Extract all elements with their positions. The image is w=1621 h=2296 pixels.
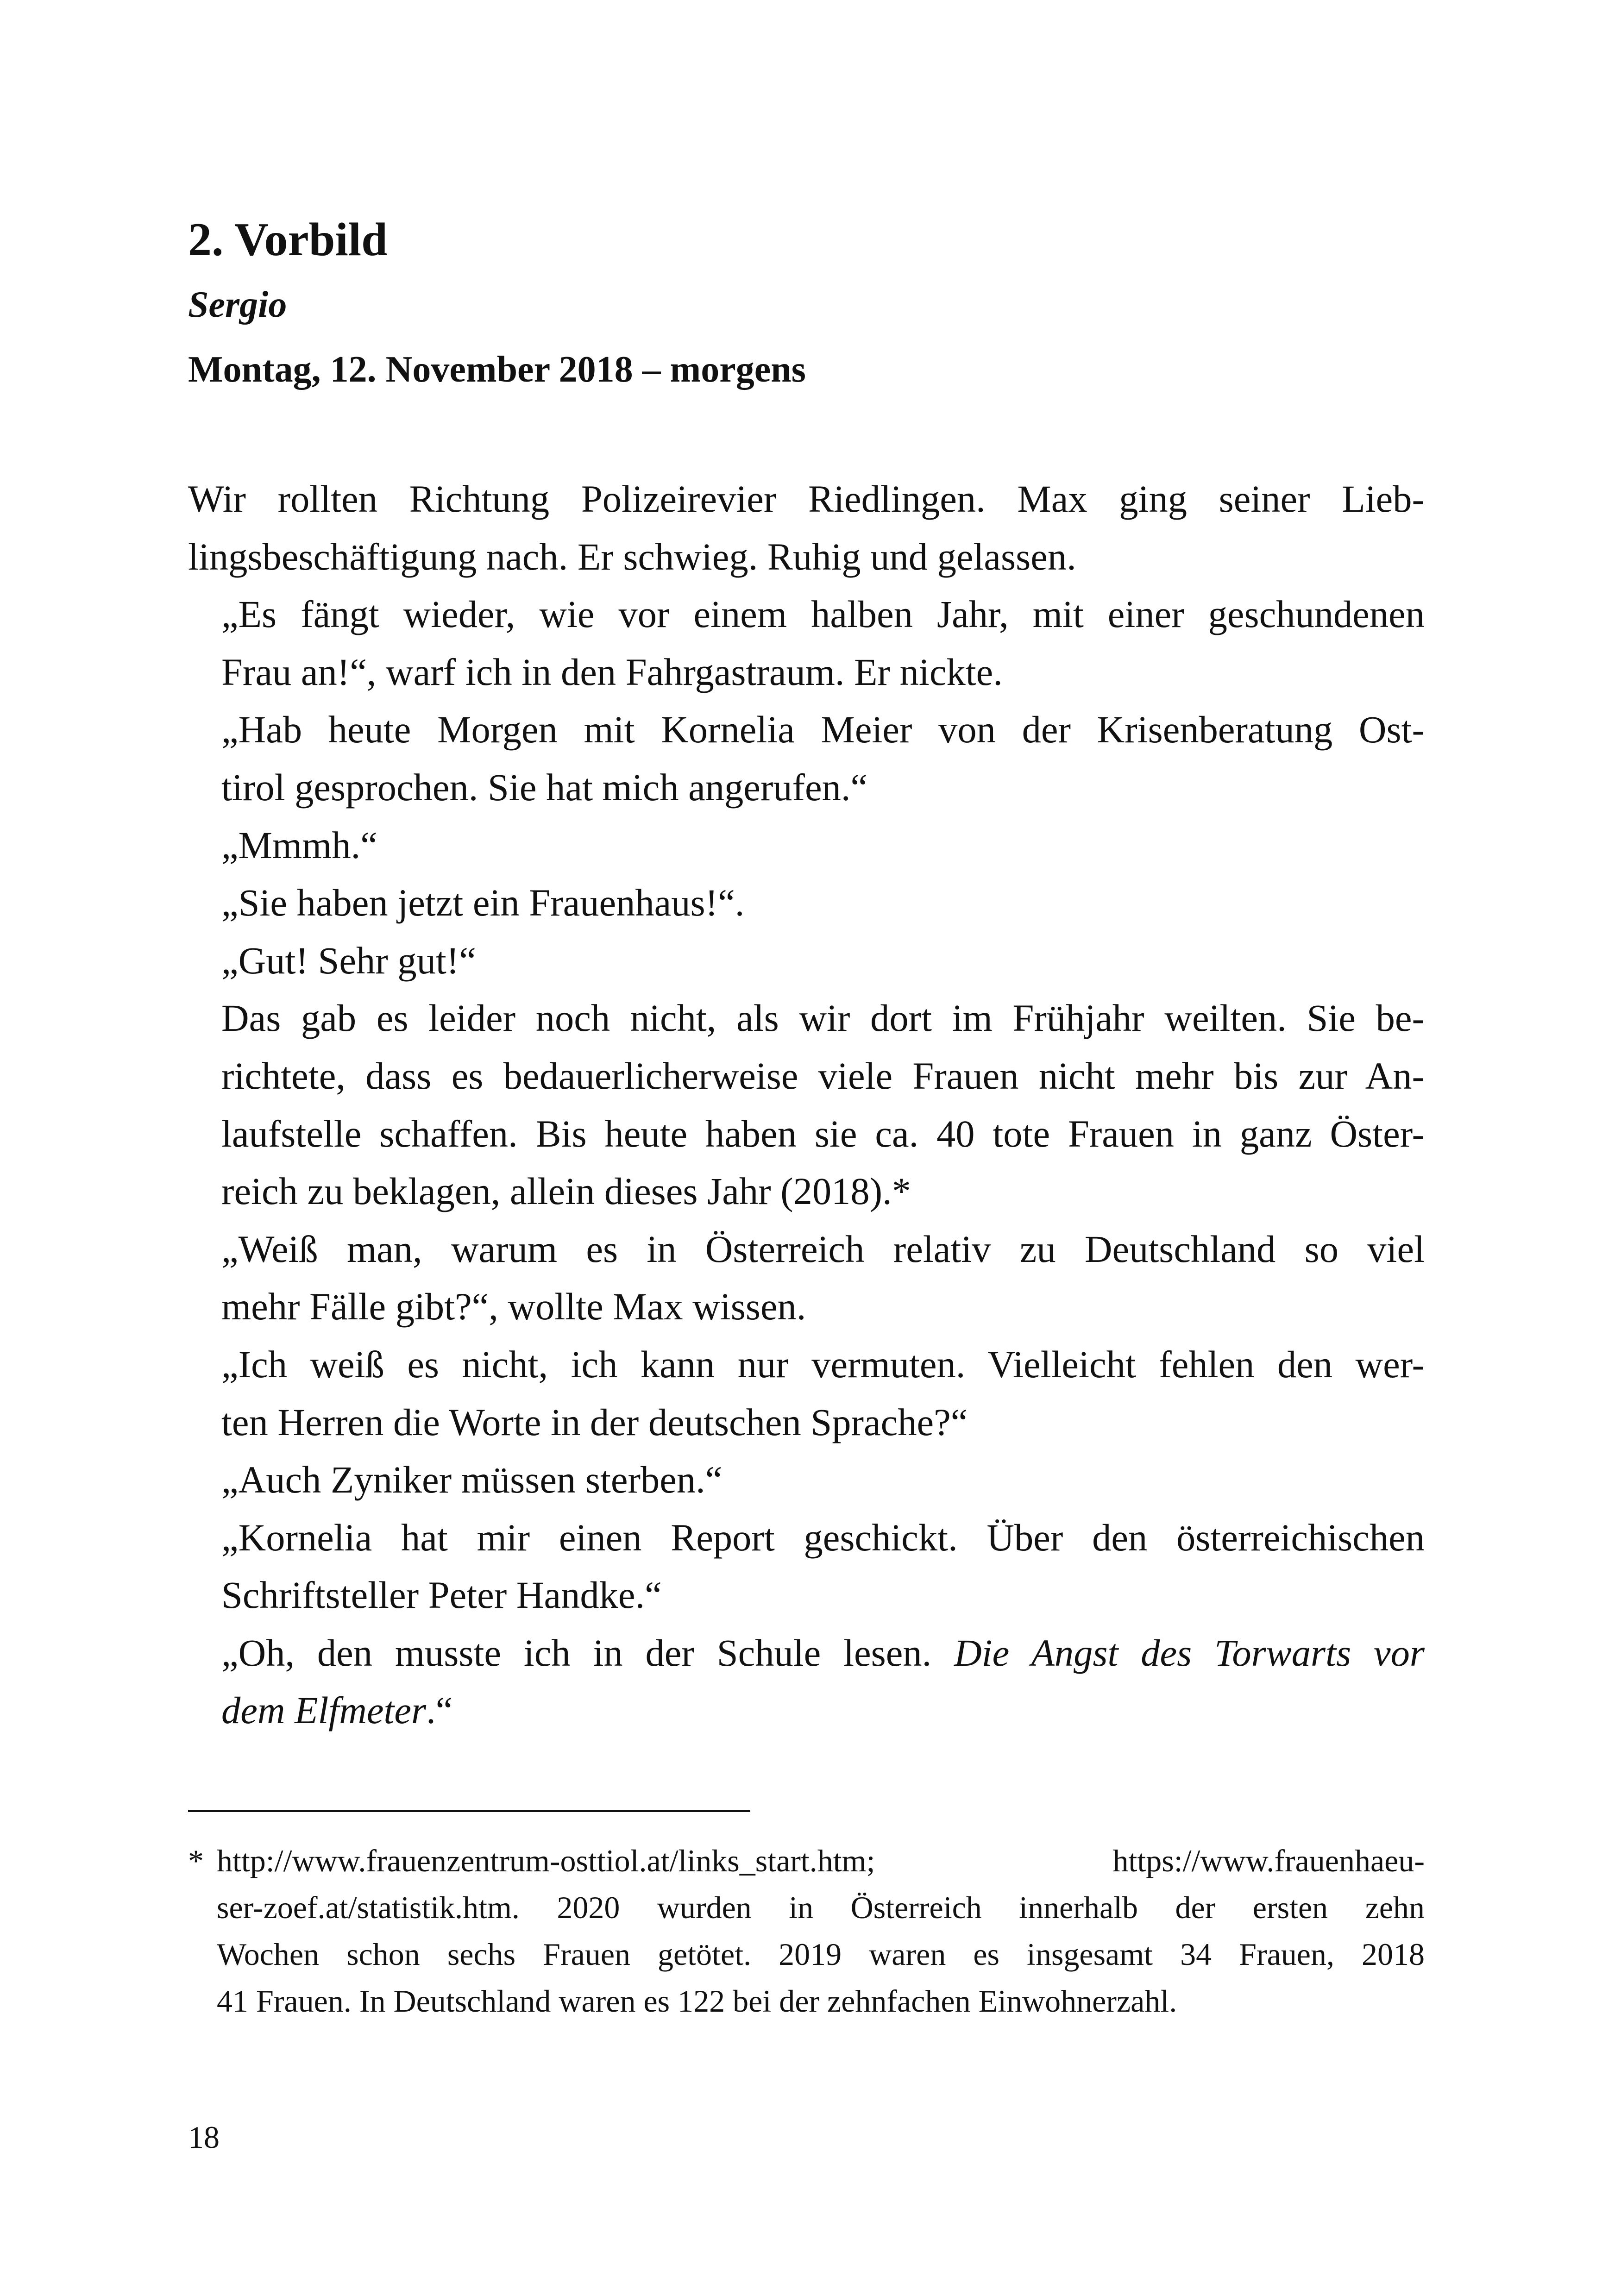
chapter-title: 2. Vorbild [188, 213, 388, 266]
text-line: „Gut! Sehr gut!“ [221, 939, 476, 982]
paragraph [188, 874, 1425, 932]
text-line: Frau an!“, warf ich in den Fahrgastraum. Er nickte. [221, 650, 1003, 693]
text-line: „Es fängt wieder, wie vor einem halben Jahr, mit einer geschundenen [221, 593, 1425, 636]
footnote-line: http://www.frauenzentrum-osttiol.at/links_start.htm; https://www.frauenhaeu- [217, 1843, 1425, 1878]
text-line: „Mmmh.“ [221, 823, 377, 866]
body-text [188, 470, 1425, 1739]
footnote [188, 1838, 1425, 2025]
paragraph [188, 1509, 1425, 1624]
footnote-line: Wochen schon sechs Frauen getötet. 2019 waren es insgesamt 34 Frauen, 2018 [217, 1937, 1425, 1972]
footnote-marker: * [188, 1843, 204, 1878]
text-segment: .“ [426, 1689, 453, 1732]
paragraph [188, 701, 1425, 816]
text-line: „Sie haben jetzt ein Frauenhaus!“. [221, 881, 745, 924]
footnote-text [217, 1838, 1425, 2025]
text-line: reich zu beklagen, allein dieses Jahr (2018).* [221, 1170, 911, 1213]
text-line: „Kornelia hat mir einen Report geschickt. Über den österreichischen [221, 1516, 1425, 1559]
chapter-heading [188, 207, 1439, 402]
text-line: „Weiß man, warum es in Österreich relativ zu Deutschland so viel [221, 1227, 1425, 1270]
book-title-italic: Die Angst des Torwarts vor [954, 1631, 1425, 1674]
text-line: Schriftsteller Peter Handke.“ [221, 1574, 662, 1617]
text-line: richtete, dass es bedauerlicherweise viele Frauen nicht mehr bis zur An- [221, 1054, 1425, 1097]
paragraph [188, 585, 1425, 701]
paragraph [188, 1624, 1425, 1739]
text-line: ten Herren die Worte in der deutschen Sprache?“ [221, 1400, 968, 1443]
footnote-divider [188, 1810, 750, 1812]
text-line: tirol gesprochen. Sie hat mich angerufen.“ [221, 765, 868, 809]
text-line: „Ich weiß es nicht, ich kann nur vermuten. Vielleicht fehlen den wer- [221, 1342, 1425, 1386]
footnote-line: 41 Frauen. In Deutschland waren es 122 bei der zehnfachen Einwohnerzahl. [217, 1983, 1177, 2019]
book-title-italic: dem Elfmeter [221, 1689, 427, 1732]
text-line [188, 1681, 1425, 1739]
paragraph [188, 816, 1425, 874]
text-segment: „Oh, den musste ich in der Schule lesen. [221, 1631, 955, 1674]
paragraph [188, 1336, 1425, 1451]
text-line: laufstelle schaffen. Bis heute haben sie ca. 40 tote Frauen in ganz Öster- [221, 1112, 1425, 1155]
page-number: 18 [188, 2120, 220, 2155]
chapter-date: Montag, 12. November 2018 – morgens [188, 349, 806, 390]
paragraph [188, 1220, 1425, 1336]
paragraph [188, 989, 1425, 1220]
text-line: lingsbeschäftigung nach. Er schwieg. Ruhig und gelassen. [188, 535, 1076, 578]
chapter-pov-name: Sergio [188, 284, 287, 325]
paragraph [188, 932, 1425, 990]
text-line: „Auch Zyniker müssen sterben.“ [221, 1458, 723, 1501]
text-line: Wir rollten Richtung Polizeirevier Riedlingen. Max ging seiner Lieb- [188, 477, 1425, 520]
footnote-line: ser-zoef.at/statistik.htm. 2020 wurden in Österreich innerhalb der ersten zehn [217, 1890, 1425, 1925]
paragraph [188, 1451, 1425, 1509]
text-line [188, 1624, 1425, 1682]
paragraph [188, 470, 1425, 585]
text-line: mehr Fälle gibt?“, wollte Max wissen. [221, 1285, 806, 1328]
text-line: „Hab heute Morgen mit Kornelia Meier von der Krisenberatung Ost- [221, 708, 1425, 751]
text-line: Das gab es leider noch nicht, als wir dort im Frühjahr weilten. Sie be- [221, 997, 1425, 1040]
